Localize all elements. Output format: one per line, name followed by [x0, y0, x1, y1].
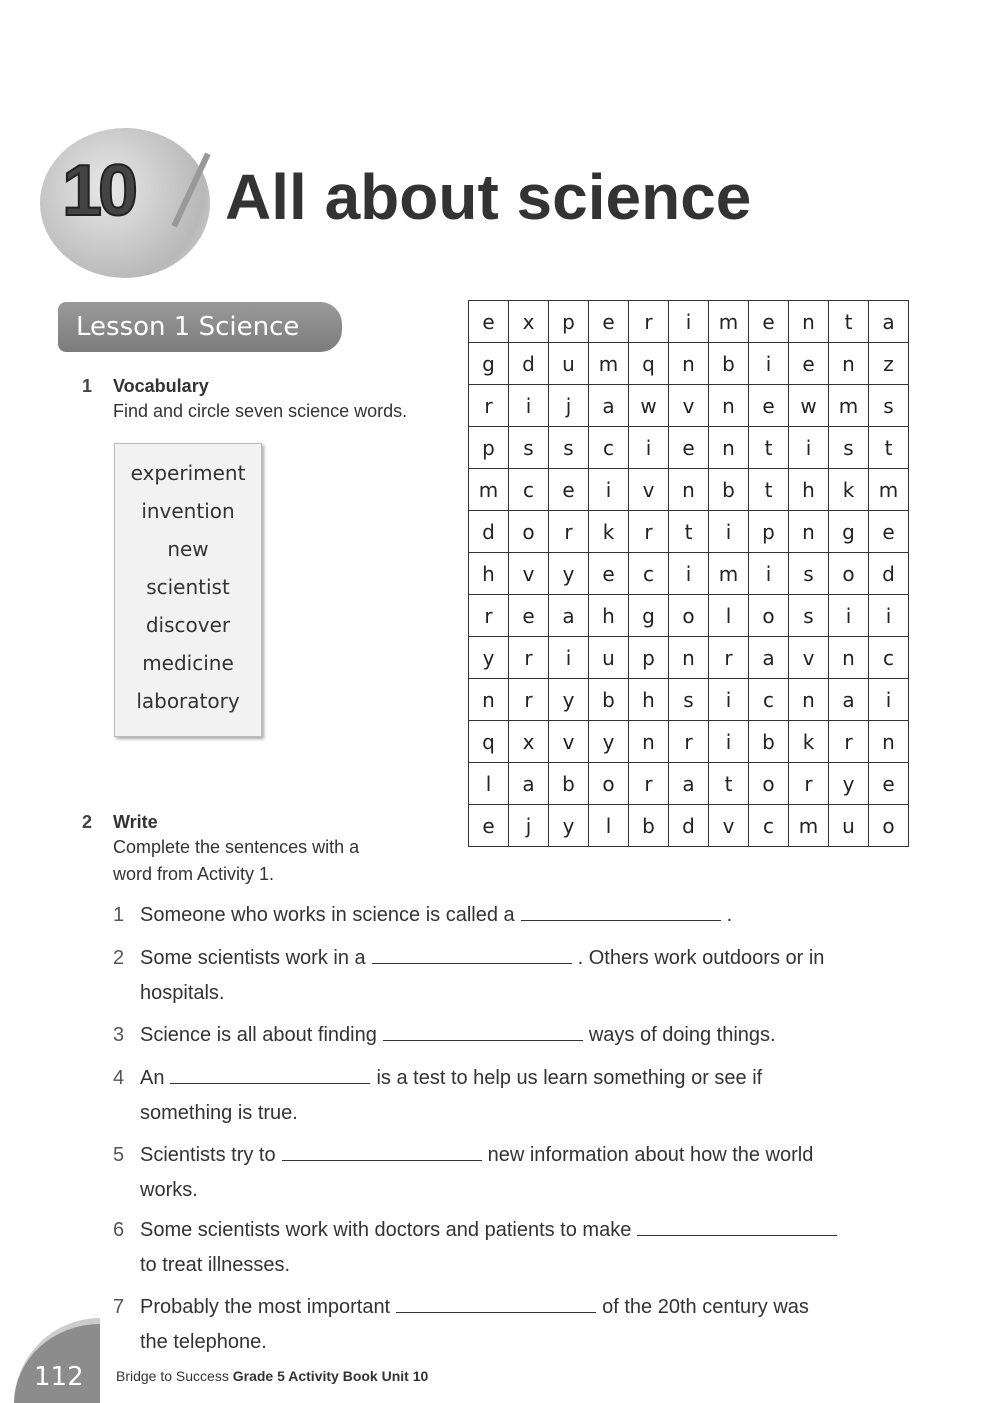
grid-cell[interactable]: d [469, 511, 509, 553]
sentence-item [113, 1138, 973, 1208]
grid-row [469, 511, 909, 553]
grid-cell[interactable]: b [709, 343, 749, 385]
grid-cell[interactable]: r [549, 511, 589, 553]
grid-cell[interactable]: r [629, 763, 669, 805]
grid-cell[interactable]: c [749, 679, 789, 721]
grid-cell[interactable]: i [869, 679, 909, 721]
sentence-first-line [113, 941, 973, 976]
grid-row [469, 553, 909, 595]
grid-cell[interactable]: n [469, 679, 509, 721]
grid-cell[interactable]: b [589, 679, 629, 721]
grid-cell[interactable]: z [869, 343, 909, 385]
grid-cell[interactable]: i [709, 511, 749, 553]
grid-cell[interactable]: o [749, 595, 789, 637]
word-list-item: laboratory [136, 689, 240, 713]
grid-cell[interactable]: e [509, 595, 549, 637]
grid-cell[interactable]: a [669, 763, 709, 805]
grid-cell[interactable]: a [829, 679, 869, 721]
grid-cell[interactable]: r [509, 679, 549, 721]
grid-row [469, 595, 909, 637]
grid-cell[interactable]: i [749, 343, 789, 385]
grid-cell[interactable]: e [549, 469, 589, 511]
section-2-instruction-line1: Complete the sentences with a [113, 837, 360, 857]
grid-cell[interactable]: p [749, 511, 789, 553]
grid-cell[interactable]: y [549, 679, 589, 721]
grid-cell[interactable]: o [829, 553, 869, 595]
sentence-first-line [113, 1061, 973, 1096]
sentence-text-after: is a test to help us learn something or see if [376, 1067, 763, 1089]
grid-cell[interactable]: i [869, 595, 909, 637]
answer-blank[interactable] [637, 1213, 837, 1236]
sentence-number: 2 [113, 947, 125, 969]
grid-cell[interactable]: o [669, 595, 709, 637]
section-2-instruction-line2: word from Activity 1. [113, 864, 275, 884]
grid-cell[interactable]: n [789, 511, 829, 553]
grid-cell[interactable]: s [549, 427, 589, 469]
grid-cell[interactable]: t [869, 427, 909, 469]
grid-cell[interactable]: r [629, 301, 669, 343]
grid-cell[interactable]: c [629, 553, 669, 595]
section-1-number: 1 [82, 376, 93, 396]
grid-cell[interactable]: i [669, 301, 709, 343]
grid-cell[interactable]: e [789, 343, 829, 385]
grid-cell[interactable]: m [709, 301, 749, 343]
grid-cell[interactable]: a [749, 637, 789, 679]
grid-cell[interactable]: a [869, 301, 909, 343]
grid-row [469, 427, 909, 469]
grid-cell[interactable]: a [589, 385, 629, 427]
sentence-item [113, 1018, 973, 1053]
grid-cell[interactable]: n [629, 721, 669, 763]
grid-cell[interactable]: x [509, 301, 549, 343]
grid-cell[interactable]: r [469, 595, 509, 637]
grid-cell[interactable]: p [469, 427, 509, 469]
grid-cell[interactable]: m [589, 343, 629, 385]
sentence-item [113, 1290, 973, 1360]
grid-cell[interactable]: i [549, 637, 589, 679]
sentence-number: 5 [113, 1144, 125, 1166]
grid-cell[interactable]: i [749, 553, 789, 595]
grid-cell[interactable]: n [829, 343, 869, 385]
grid-cell[interactable]: y [549, 553, 589, 595]
grid-cell[interactable]: q [629, 343, 669, 385]
grid-cell[interactable]: g [629, 595, 669, 637]
section-1-heading: Vocabulary [113, 376, 209, 396]
grid-cell[interactable]: s [869, 385, 909, 427]
word-list-item: medicine [142, 651, 234, 675]
sentence-text-before: Someone who works in science is called a [140, 904, 515, 926]
grid-cell[interactable]: l [589, 805, 629, 847]
grid-cell[interactable]: u [829, 805, 869, 847]
grid-row [469, 385, 909, 427]
grid-cell[interactable]: c [869, 637, 909, 679]
grid-cell[interactable]: v [509, 553, 549, 595]
grid-cell[interactable]: u [549, 343, 589, 385]
sentence-text-before: Scientists try to [140, 1144, 276, 1166]
grid-cell[interactable]: b [749, 721, 789, 763]
sentence-first-line [113, 1018, 973, 1053]
sentence-continuation: to treat illnesses. [140, 1254, 291, 1276]
sentence-text-after: of the 20th century was [602, 1296, 809, 1318]
grid-cell[interactable]: i [789, 427, 829, 469]
grid-cell[interactable]: s [789, 595, 829, 637]
grid-cell[interactable]: m [869, 469, 909, 511]
grid-row [469, 805, 909, 847]
grid-cell[interactable]: m [789, 805, 829, 847]
sentence-continuation: hospitals. [140, 982, 225, 1004]
grid-cell[interactable]: v [669, 385, 709, 427]
grid-cell[interactable]: w [629, 385, 669, 427]
grid-cell[interactable]: e [669, 427, 709, 469]
grid-cell[interactable]: i [709, 679, 749, 721]
answer-blank[interactable] [521, 898, 721, 921]
grid-cell[interactable]: e [869, 511, 909, 553]
grid-cell[interactable]: l [469, 763, 509, 805]
grid-cell[interactable]: n [789, 679, 829, 721]
sentence-text-before: Science is all about finding [140, 1024, 377, 1046]
sentence-continuation: the telephone. [140, 1331, 267, 1353]
unit-title: All about science [225, 161, 752, 233]
word-list-item: invention [141, 499, 235, 523]
grid-cell[interactable]: w [789, 385, 829, 427]
grid-cell[interactable]: c [589, 427, 629, 469]
grid-cell[interactable]: t [669, 511, 709, 553]
grid-cell[interactable]: v [709, 805, 749, 847]
grid-cell[interactable]: i [629, 427, 669, 469]
grid-cell[interactable]: i [829, 595, 869, 637]
grid-cell[interactable]: b [709, 469, 749, 511]
answer-blank[interactable] [396, 1290, 596, 1313]
grid-cell[interactable]: i [589, 469, 629, 511]
sentence-text-after: . Others work outdoors or in [577, 947, 825, 969]
unit-number: 10 [62, 151, 135, 231]
grid-cell[interactable]: u [589, 637, 629, 679]
sentence-text-before: Some scientists work in a [140, 947, 366, 969]
sentence-text-before: An [140, 1067, 165, 1089]
grid-cell[interactable]: i [709, 721, 749, 763]
grid-cell[interactable]: k [789, 721, 829, 763]
grid-cell[interactable]: s [829, 427, 869, 469]
word-list-item: scientist [146, 575, 230, 599]
grid-cell[interactable]: e [589, 301, 629, 343]
grid-cell[interactable]: h [629, 679, 669, 721]
grid-row [469, 721, 909, 763]
word-list-box [114, 443, 262, 737]
grid-cell[interactable]: e [869, 763, 909, 805]
grid-cell[interactable]: k [829, 469, 869, 511]
grid-cell[interactable]: r [509, 637, 549, 679]
grid-cell[interactable]: t [749, 469, 789, 511]
grid-cell[interactable]: v [789, 637, 829, 679]
grid-cell[interactable]: e [749, 301, 789, 343]
grid-cell[interactable]: m [709, 553, 749, 595]
grid-cell[interactable]: a [549, 595, 589, 637]
grid-cell[interactable]: s [509, 427, 549, 469]
answer-blank[interactable] [383, 1018, 583, 1041]
grid-cell[interactable]: y [829, 763, 869, 805]
sentence-number: 6 [113, 1219, 125, 1241]
grid-cell[interactable]: e [749, 385, 789, 427]
grid-cell[interactable]: h [789, 469, 829, 511]
grid-row [469, 469, 909, 511]
grid-cell[interactable]: e [589, 553, 629, 595]
grid-cell[interactable]: c [509, 469, 549, 511]
sentence-text-before: Probably the most important [140, 1296, 391, 1318]
sentence-text-after: new information about how the world [487, 1144, 814, 1166]
grid-cell[interactable]: o [589, 763, 629, 805]
sentence-text-after: . [726, 904, 733, 926]
grid-cell[interactable]: m [829, 385, 869, 427]
grid-cell[interactable]: n [669, 343, 709, 385]
page-number: 112 [34, 1362, 84, 1392]
section-1-instruction: Find and circle seven science words. [113, 401, 408, 421]
section-2-number: 2 [82, 812, 93, 832]
sentence-continuation: works. [140, 1179, 198, 1201]
grid-cell[interactable]: b [549, 763, 589, 805]
word-list-item: experiment [130, 461, 246, 485]
grid-cell[interactable]: t [749, 427, 789, 469]
grid-cell[interactable]: n [829, 637, 869, 679]
grid-cell[interactable]: x [509, 721, 549, 763]
sentence-number: 7 [113, 1296, 125, 1318]
grid-cell[interactable]: i [509, 385, 549, 427]
footer-series: Bridge to Success [116, 1368, 229, 1384]
grid-cell[interactable]: y [469, 637, 509, 679]
grid-cell[interactable]: s [789, 553, 829, 595]
grid-cell[interactable]: o [869, 805, 909, 847]
grid-cell[interactable]: t [709, 763, 749, 805]
grid-cell[interactable]: o [509, 511, 549, 553]
sentence-item [113, 898, 973, 933]
grid-cell[interactable]: r [629, 511, 669, 553]
grid-cell[interactable]: r [669, 721, 709, 763]
grid-cell[interactable]: n [869, 721, 909, 763]
answer-blank[interactable] [170, 1061, 370, 1084]
word-search-grid [468, 300, 909, 847]
grid-cell[interactable]: r [789, 763, 829, 805]
grid-cell[interactable]: y [549, 805, 589, 847]
grid-cell[interactable]: g [829, 511, 869, 553]
grid-cell[interactable]: d [509, 343, 549, 385]
grid-cell[interactable]: n [709, 427, 749, 469]
sentence-text-before: Some scientists work with doctors and patients to make [140, 1219, 632, 1241]
lesson-banner: Lesson 1 Science [58, 302, 342, 352]
grid-cell[interactable]: q [469, 721, 509, 763]
grid-cell[interactable]: l [709, 595, 749, 637]
sentence-first-line [113, 898, 973, 933]
grid-row [469, 763, 909, 805]
grid-cell[interactable]: g [469, 343, 509, 385]
footer [116, 1368, 428, 1384]
grid-cell[interactable]: j [549, 385, 589, 427]
grid-cell[interactable]: k [589, 511, 629, 553]
word-list-item: discover [145, 613, 231, 637]
sentence-item [113, 941, 973, 1011]
grid-cell[interactable]: p [629, 637, 669, 679]
grid-cell[interactable]: r [709, 637, 749, 679]
grid-cell[interactable]: i [669, 553, 709, 595]
grid-cell[interactable]: n [669, 469, 709, 511]
grid-row [469, 343, 909, 385]
grid-cell[interactable]: v [549, 721, 589, 763]
grid-row [469, 301, 909, 343]
grid-cell[interactable]: h [469, 553, 509, 595]
grid-cell[interactable]: n [669, 637, 709, 679]
grid-cell[interactable]: j [509, 805, 549, 847]
word-list-item: new [167, 537, 209, 561]
grid-cell[interactable]: h [589, 595, 629, 637]
section-2-heading: Write [113, 812, 158, 832]
grid-cell[interactable]: r [829, 721, 869, 763]
sentence-item [113, 1061, 973, 1131]
sentence-first-line [113, 1290, 973, 1325]
grid-cell[interactable]: n [789, 301, 829, 343]
grid-cell[interactable]: b [629, 805, 669, 847]
sentence-first-line [113, 1138, 973, 1173]
grid-cell[interactable]: s [669, 679, 709, 721]
sentence-item [113, 1213, 973, 1283]
grid-cell[interactable]: r [469, 385, 509, 427]
sentence-number: 1 [113, 904, 125, 926]
grid-cell[interactable]: m [469, 469, 509, 511]
sentence-text-after: ways of doing things. [588, 1024, 776, 1046]
sentence-number: 4 [113, 1067, 125, 1089]
sentence-number: 3 [113, 1024, 125, 1046]
grid-row [469, 637, 909, 679]
grid-cell[interactable]: o [749, 763, 789, 805]
grid-cell[interactable]: y [589, 721, 629, 763]
grid-cell[interactable]: p [549, 301, 589, 343]
answer-blank[interactable] [372, 941, 572, 964]
grid-cell[interactable]: d [869, 553, 909, 595]
footer-book: Grade 5 Activity Book Unit 10 [232, 1368, 429, 1384]
grid-cell[interactable]: c [749, 805, 789, 847]
grid-cell[interactable]: v [629, 469, 669, 511]
grid-cell[interactable]: e [469, 805, 509, 847]
sentence-continuation: something is true. [140, 1102, 298, 1124]
grid-cell[interactable]: t [829, 301, 869, 343]
grid-row [469, 679, 909, 721]
answer-blank[interactable] [282, 1138, 482, 1161]
grid-cell[interactable]: e [469, 301, 509, 343]
grid-cell[interactable]: d [669, 805, 709, 847]
grid-cell[interactable]: n [709, 385, 749, 427]
grid-cell[interactable]: a [509, 763, 549, 805]
sentence-first-line [113, 1213, 973, 1248]
